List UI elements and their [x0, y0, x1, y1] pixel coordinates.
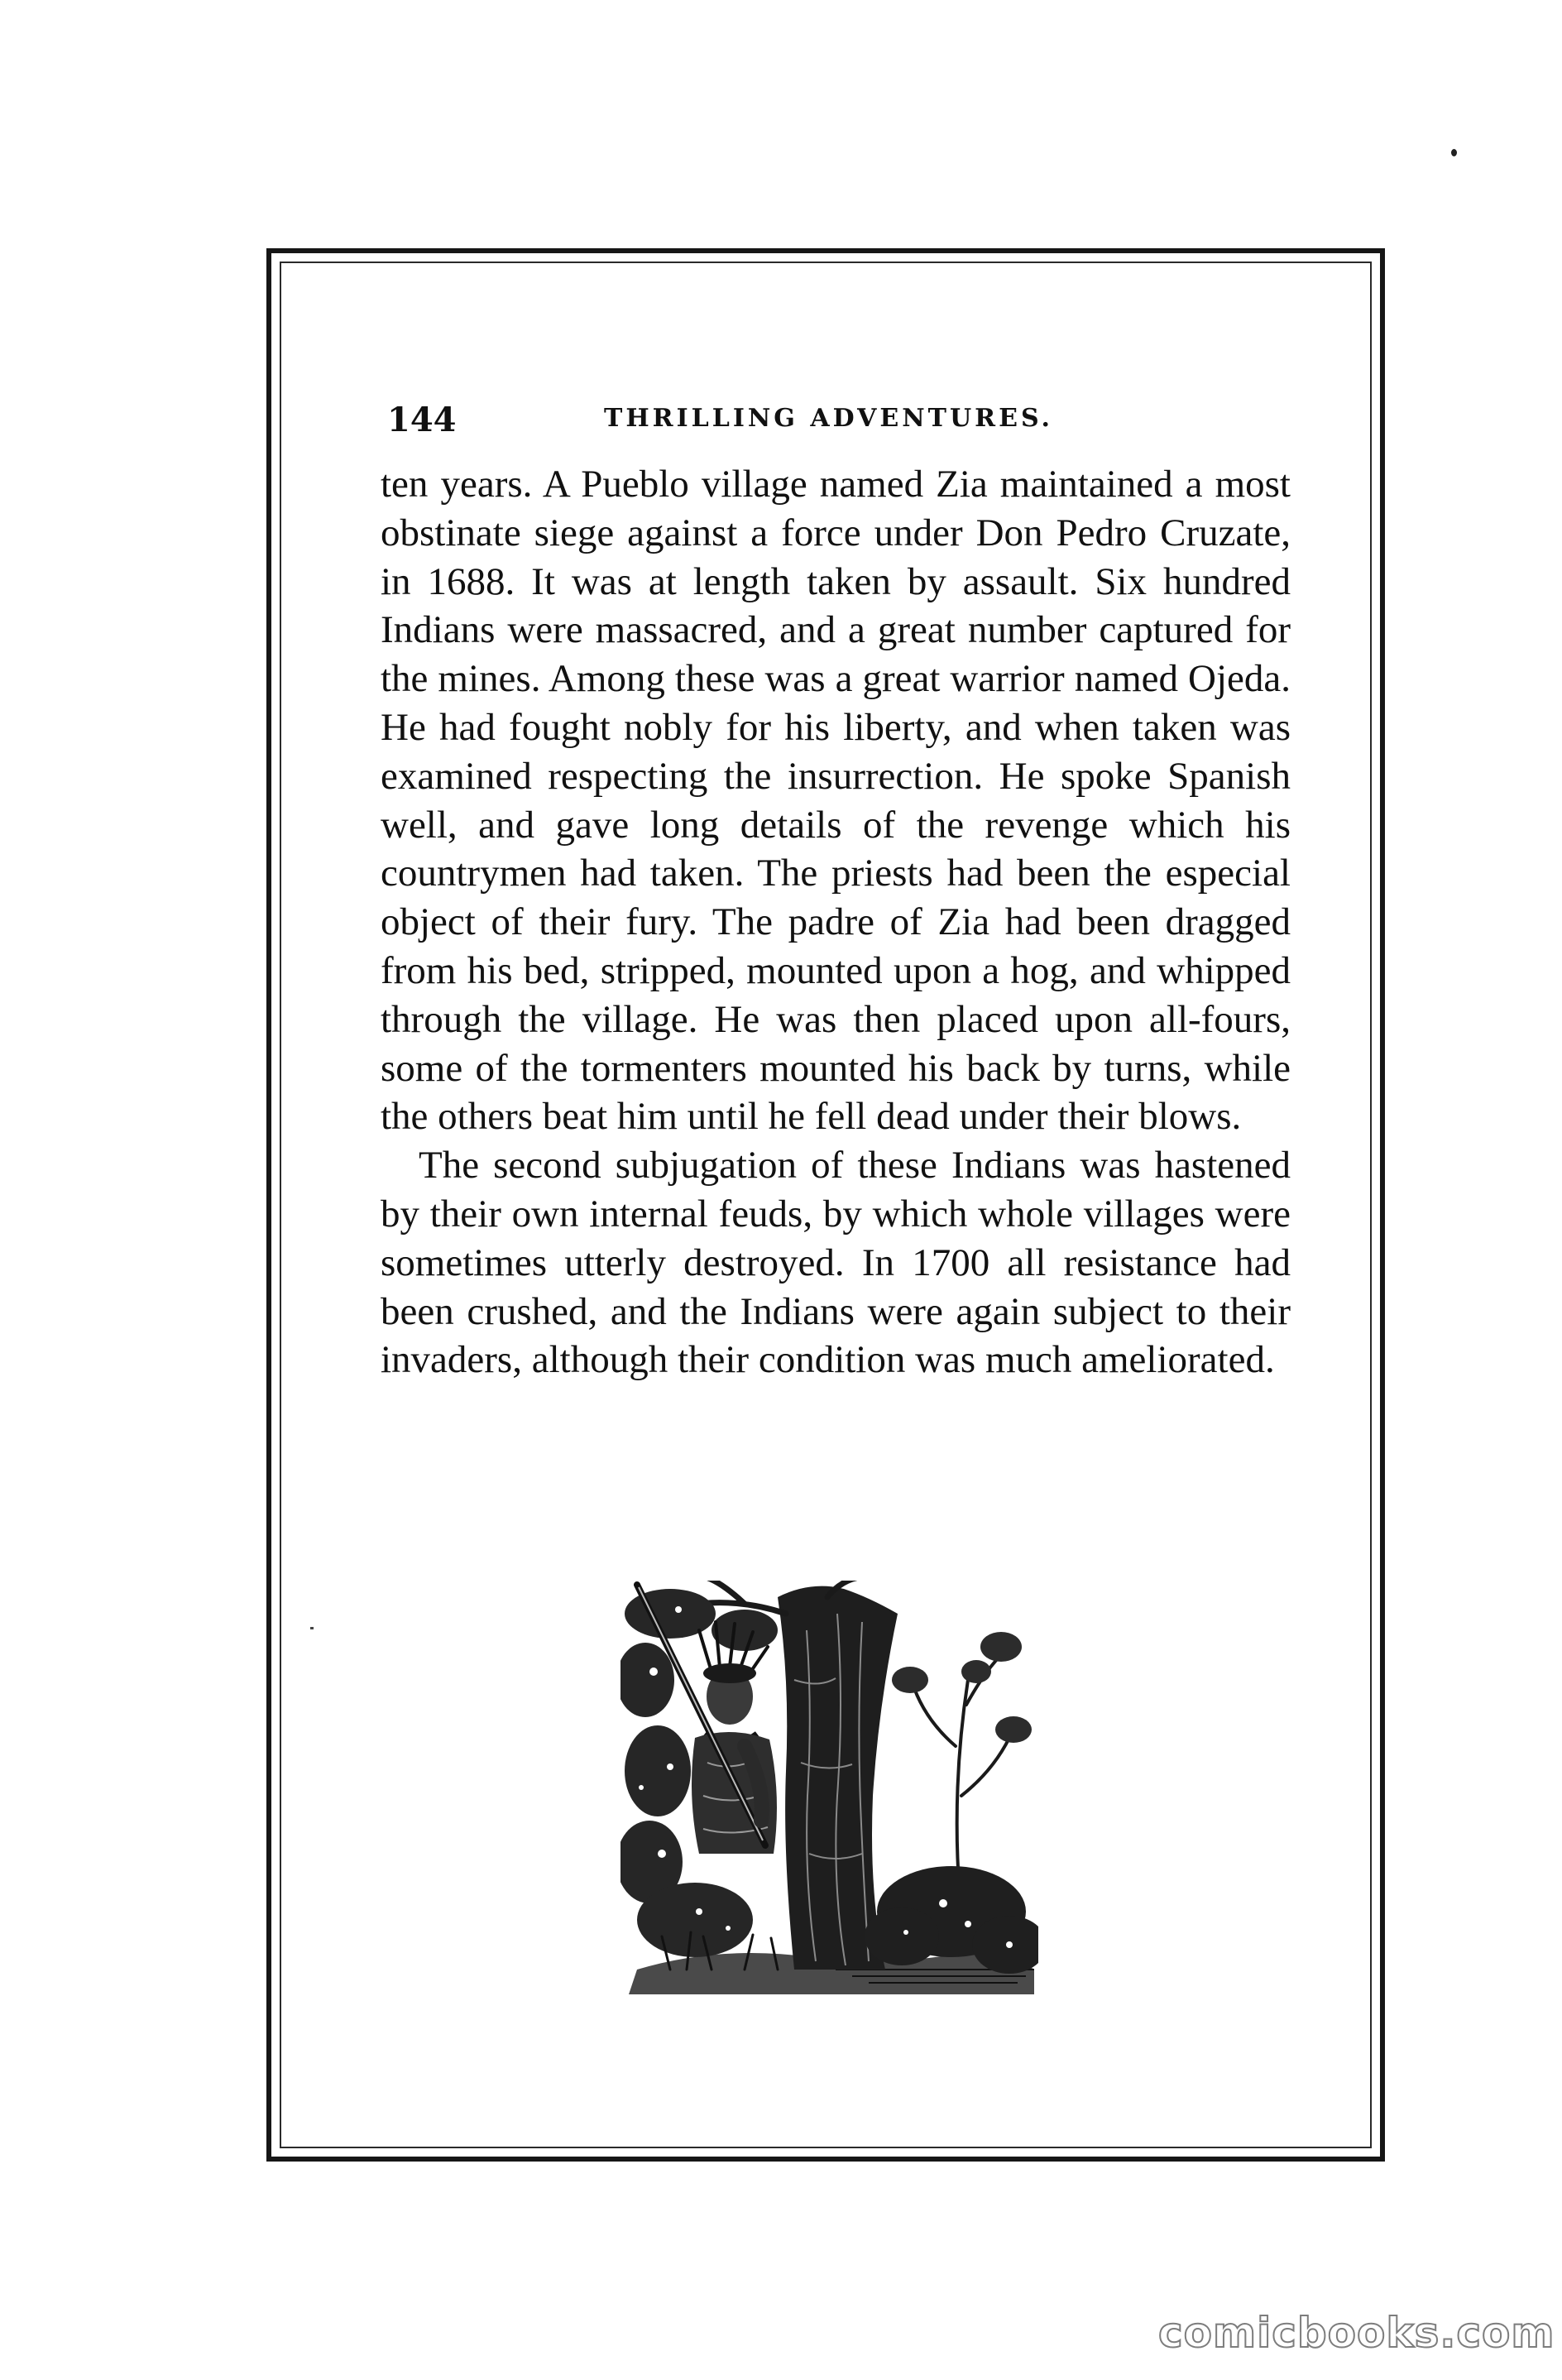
stray-dot: [310, 1627, 314, 1629]
watermark: comicbooks.com: [1158, 2309, 1555, 2357]
page-number: 144: [387, 401, 457, 439]
running-head: [387, 401, 1297, 450]
paragraph: The second subjugation of these Indians was hastened by their own internal feuds, by which whole villages were sometimes utterly destroyed. In 1700 all resistance had been crushed, and the Indians were again subject to their invaders, although their condition was much ameliorated.: [381, 1144, 1291, 1382]
running-title: THRILLING ADVENTURES.: [604, 404, 1053, 433]
stray-speck: [1451, 149, 1457, 156]
paragraph: ten years. A Pueblo village named Zia maintained a most obstinate siege against a force under Don Pedro Cruzate, in 1688. It was at length taken by assault. Six hundred Indians were massacred, and a great number captured for the mines. Among these was a great warrior named Ojeda. He had fought nobly for his liberty, and when taken was examined respecting the insurrection. He spoke Spanish well, and gave long details of the revenge which his countrymen had taken. The priests had been the especial object of their fury. The padre of Zia had been dragged from his bed, stripped, mounted upon a hog, and whipped through the village. He was then placed upon all-fours, some of the tormenters mounted his back by turns, while the others beat him until he fell dead under their blows.: [381, 463, 1291, 1139]
warrior-illustration: [620, 1581, 1038, 1994]
body-text: [381, 460, 1291, 1384]
